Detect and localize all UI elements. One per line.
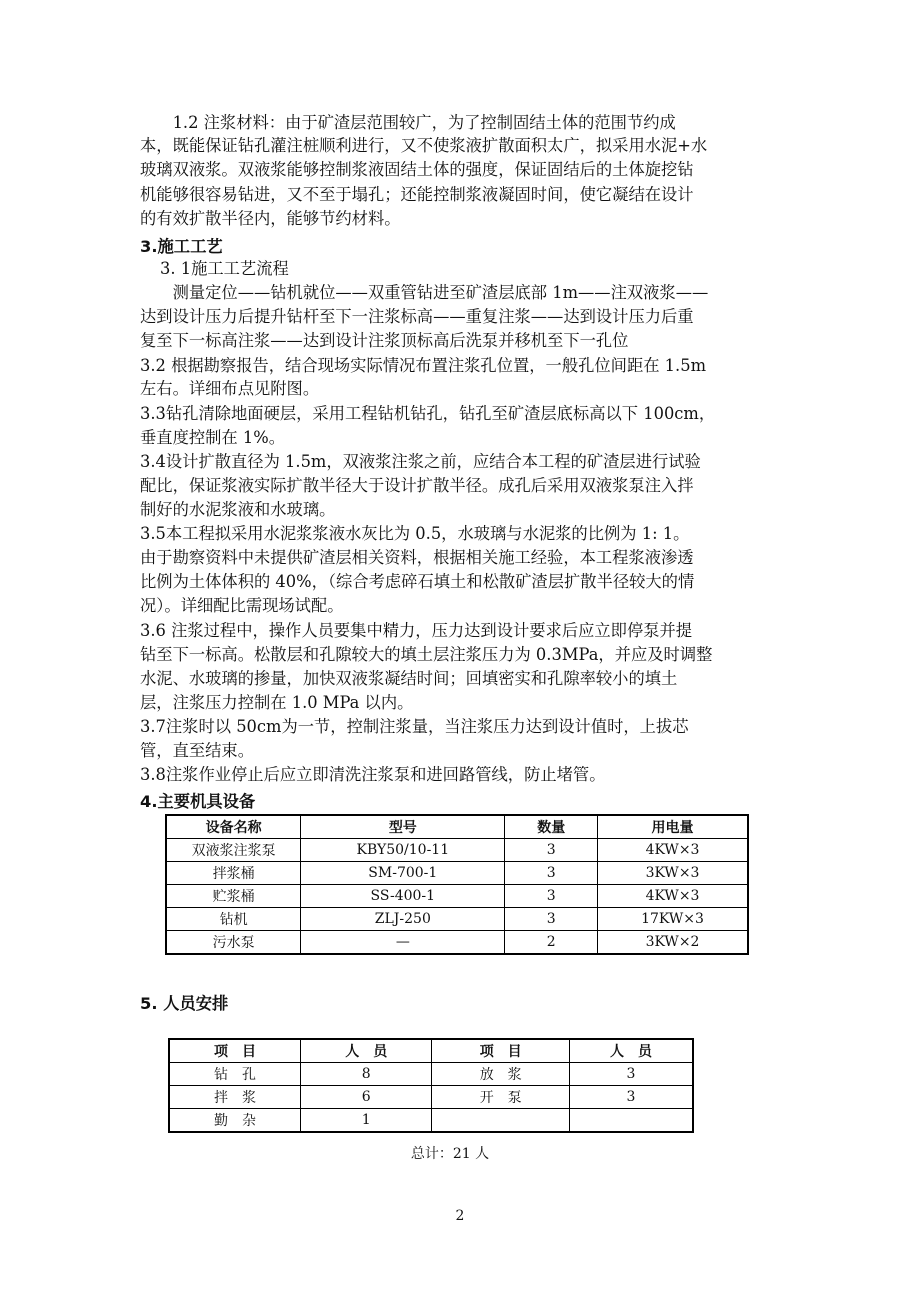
table-cell: 3KW×2 (598, 931, 748, 955)
table-row (166, 908, 748, 931)
table-cell: 放 浆 (432, 1063, 569, 1086)
table-cell: 6 (300, 1086, 431, 1109)
item-line: 层，注浆压力控制在 1.0 MPa 以内。 (140, 693, 414, 712)
column-header: 项 目 (432, 1039, 569, 1063)
table-cell: 17KW×3 (598, 908, 748, 931)
staffing-table (168, 1038, 694, 1133)
para-line: 机能够很容易钻进，又不至于塌孔；还能控制浆液凝固时间，使它凝结在设计 (140, 185, 694, 204)
table-cell: 3 (569, 1086, 693, 1109)
item-line: 配比，保证浆液实际扩散半径大于设计扩散半径。成孔后采用双液浆泵注入拌 (140, 476, 694, 495)
item-line: 况）。详细配比需现场试配。 (140, 596, 344, 615)
table-cell: 4KW×3 (598, 839, 748, 862)
subsection-3-1-title: 3. 1施工工艺流程 (160, 259, 289, 278)
table-header-row (169, 1039, 693, 1063)
column-header: 设备名称 (166, 815, 301, 839)
item-line: 比例为土体体积的 40%，（综合考虑碎石填土和松散矿渣层扩散半径较大的情 (140, 572, 695, 591)
table-row (169, 1063, 693, 1086)
item-line: 3.2 根据勘察报告，结合现场实际情况布置注浆孔位置，一般孔位间距在 1.5m (140, 356, 707, 375)
table-cell: 拌 浆 (169, 1086, 300, 1109)
table-cell: 钻 孔 (169, 1063, 300, 1086)
equipment-table (165, 814, 749, 955)
table-cell: SS-400-1 (301, 885, 505, 908)
table-row (169, 1109, 693, 1133)
table-cell: 3 (505, 908, 598, 931)
table-cell: ZLJ-250 (301, 908, 505, 931)
table-cell: 3KW×3 (598, 862, 748, 885)
para-line: 1.2 注浆材料：由于矿渣层范围较广，为了控制固结土体的范围节约成 (140, 113, 676, 132)
item-line: 3.6 注浆过程中，操作人员要集中精力，压力达到设计要求后应立即停泵并提 (140, 621, 693, 640)
item-line: 3.4设计扩散直径为 1.5m，双液浆注浆之前，应结合本工程的矿渣层进行试验 (140, 452, 701, 471)
table-cell: 8 (300, 1063, 431, 1086)
table-cell: 污水泵 (166, 931, 301, 955)
column-header: 人 员 (569, 1039, 693, 1063)
section-4-heading: 4.主要机具设备 (140, 792, 256, 811)
section-3-heading: 3.施工工艺 (140, 237, 223, 256)
table-cell: 勤 杂 (169, 1109, 300, 1133)
item-line: 管，直至结束。 (140, 741, 254, 760)
table-cell (432, 1109, 569, 1133)
column-header: 数量 (505, 815, 598, 839)
para-line: 本，既能保证钻孔灌注桩顺利进行，又不使浆液扩散面积太广，拟采用水泥+水 (140, 136, 708, 155)
item-line: 3.7注浆时以 50cm为一节，控制注浆量，当注浆压力达到设计值时，上拔芯 (140, 717, 689, 736)
table-cell: 2 (505, 931, 598, 955)
table-cell: 4KW×3 (598, 885, 748, 908)
table-row (169, 1086, 693, 1109)
table-cell: 开 泵 (432, 1086, 569, 1109)
table-cell: 3 (569, 1063, 693, 1086)
table-cell: 3 (505, 862, 598, 885)
flow-line: 达到设计压力后提升钻杆至下一注浆标高——重复注浆——达到设计压力后重 (140, 307, 694, 326)
item-line: 由于勘察资料中未提供矿渣层相关资料，根据相关施工经验，本工程浆液渗透 (140, 548, 694, 567)
item-line: 钻至下一标高。松散层和孔隙较大的填土层注浆压力为 0.3MPa，并应及时调整 (140, 645, 713, 664)
para-line: 玻璃双液浆。双液浆能够控制浆液固结土体的强度，保证固结后的土体旋挖钻 (140, 160, 694, 179)
table-cell: 3 (505, 839, 598, 862)
column-header: 项 目 (169, 1039, 300, 1063)
item-line: 3.3钻孔清除地面硬层，采用工程钻机钻孔，钻孔至矿渣层底标高以下 100cm， (140, 404, 716, 423)
table-cell: 贮浆桶 (166, 885, 301, 908)
table-cell: 3 (505, 885, 598, 908)
para-line: 的有效扩散半径内，能够节约材料。 (140, 209, 401, 228)
table-cell: 钻机 (166, 908, 301, 931)
flow-line: 测量定位——钻机就位——双重管钻进至矿渣层底部 1m——注双液浆—— (140, 283, 709, 302)
column-header: 用电量 (598, 815, 748, 839)
table-cell: SM-700-1 (301, 862, 505, 885)
table-cell (569, 1109, 693, 1133)
staff-total: 总计：21 人 (410, 1146, 490, 1162)
item-line: 水泥、水玻璃的掺量，加快双液浆凝结时间；回填密实和孔隙率较小的填土 (140, 669, 678, 688)
section-5-heading: 5. 人员安排 (140, 994, 229, 1013)
flow-line: 复至下一标高注浆——达到设计注浆顶标高后洗泵并移机至下一孔位 (140, 331, 629, 350)
item-line: 3.8注浆作业停止后应立即清洗注浆泵和进回路管线，防止堵管。 (140, 765, 606, 784)
item-line: 垂直度控制在 1%。 (140, 428, 285, 447)
table-cell: 1 (300, 1109, 431, 1133)
table-row (166, 839, 748, 862)
table-cell: KBY50/10-11 (301, 839, 505, 862)
item-line: 左右。详细布点见附图。 (140, 379, 320, 398)
column-header: 型号 (301, 815, 505, 839)
table-cell: — (301, 931, 505, 955)
page-number: 2 (455, 1208, 465, 1224)
table-row (166, 862, 748, 885)
table-row (166, 885, 748, 908)
table-header-row (166, 815, 748, 839)
item-line: 3.5本工程拟采用水泥浆浆液水灰比为 0.5，水玻璃与水泥浆的比例为 1: 1。 (140, 524, 690, 543)
table-cell: 拌浆桶 (166, 862, 301, 885)
column-header: 人 员 (300, 1039, 431, 1063)
table-row (166, 931, 748, 955)
item-line: 制好的水泥浆液和水玻璃。 (140, 500, 336, 519)
table-cell: 双液浆注浆泵 (166, 839, 301, 862)
